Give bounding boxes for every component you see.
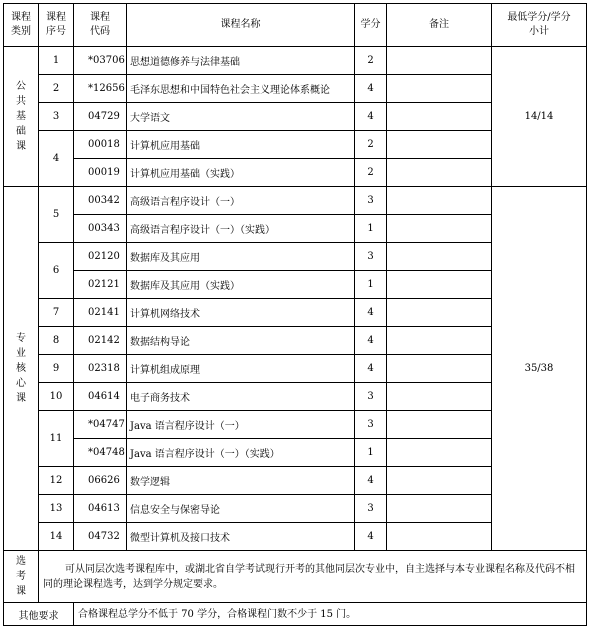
credit-cell: 1 [355, 271, 387, 299]
remark-cell [387, 103, 492, 131]
seq-cell: 5 [39, 187, 74, 243]
credit-cell: 1 [355, 439, 387, 467]
code-cell: 02120 [74, 243, 127, 271]
header-min-credit: 最低学分/学分小计 [492, 4, 587, 47]
remark-cell [387, 495, 492, 523]
header-remark: 备注 [387, 4, 492, 47]
seq-cell: 4 [39, 131, 74, 187]
header-credit: 学分 [355, 4, 387, 47]
code-cell: 04613 [74, 495, 127, 523]
elective-label: 选 考 课 [4, 551, 39, 603]
table-row [4, 187, 587, 215]
name-cell: 高级语言程序设计（一）（实践） [127, 215, 355, 243]
remark-cell [387, 187, 492, 215]
remark-cell [387, 355, 492, 383]
elective-row [4, 551, 587, 603]
course-rows [4, 47, 587, 551]
header-name: 课程名称 [127, 4, 355, 47]
seq-cell: 8 [39, 327, 74, 355]
remark-cell [387, 299, 492, 327]
name-cell: 大学语文 [127, 103, 355, 131]
code-cell: 00019 [74, 159, 127, 187]
name-cell: 计算机组成原理 [127, 355, 355, 383]
remark-cell [387, 215, 492, 243]
remark-cell [387, 383, 492, 411]
seq-cell: 10 [39, 383, 74, 411]
seq-cell: 11 [39, 411, 74, 467]
name-cell: 数据库及其应用 [127, 243, 355, 271]
credit-cell: 4 [355, 299, 387, 327]
code-cell: *03706 [74, 47, 127, 75]
credit-cell: 4 [355, 103, 387, 131]
code-cell: 02121 [74, 271, 127, 299]
course-plan-table [3, 3, 587, 626]
credit-cell: 3 [355, 411, 387, 439]
code-cell: 00342 [74, 187, 127, 215]
credit-cell: 4 [355, 355, 387, 383]
name-cell: Java 语言程序设计（一） [127, 411, 355, 439]
name-cell: 计算机网络技术 [127, 299, 355, 327]
credit-cell: 2 [355, 47, 387, 75]
code-cell: 02141 [74, 299, 127, 327]
table-row [4, 47, 587, 75]
remark-cell [387, 467, 492, 495]
header-row [4, 4, 587, 47]
course-plan-wrapper [3, 3, 587, 626]
code-cell: *12656 [74, 75, 127, 103]
name-cell: 信息安全与保密导论 [127, 495, 355, 523]
code-cell: 06626 [74, 467, 127, 495]
credit-cell: 4 [355, 523, 387, 551]
name-cell: 微型计算机及接口技术 [127, 523, 355, 551]
remark-cell [387, 243, 492, 271]
seq-cell: 2 [39, 75, 74, 103]
code-cell: 04614 [74, 383, 127, 411]
seq-cell: 7 [39, 299, 74, 327]
category-cell: 专 业 核 心 课 [4, 187, 39, 551]
subtotal-cell: 14/14 [492, 47, 587, 187]
other-row [4, 603, 587, 626]
credit-cell: 4 [355, 327, 387, 355]
remark-cell [387, 159, 492, 187]
remark-cell [387, 411, 492, 439]
remark-cell [387, 131, 492, 159]
header-category: 课程类别 [4, 4, 39, 47]
remark-cell [387, 439, 492, 467]
credit-cell: 3 [355, 243, 387, 271]
code-cell: *04747 [74, 411, 127, 439]
remark-cell [387, 271, 492, 299]
other-label: 其他要求 [4, 603, 74, 626]
category-cell: 公 共 基 础 课 [4, 47, 39, 187]
credit-cell: 2 [355, 159, 387, 187]
code-cell: 00018 [74, 131, 127, 159]
code-cell: *04748 [74, 439, 127, 467]
remark-cell [387, 75, 492, 103]
header-seq: 课程序号 [39, 4, 74, 47]
credit-cell: 3 [355, 495, 387, 523]
name-cell: 电子商务技术 [127, 383, 355, 411]
subtotal-cell: 35/38 [492, 187, 587, 551]
code-cell: 02318 [74, 355, 127, 383]
credit-cell: 3 [355, 187, 387, 215]
credit-cell: 4 [355, 75, 387, 103]
seq-cell: 1 [39, 47, 74, 75]
other-text: 合格课程总学分不低于 70 学分，合格课程门数不少于 15 门。 [74, 603, 587, 626]
name-cell: 高级语言程序设计（一） [127, 187, 355, 215]
elective-text: 可从同层次选考课程库中，或湖北省自学考试现行开考的其他同层次专业中，自主选择与本专业课程名称及代码不相同的理论课程选考，达到学分规定要求。 [39, 551, 587, 603]
name-cell: 数学逻辑 [127, 467, 355, 495]
seq-cell: 13 [39, 495, 74, 523]
code-cell: 00343 [74, 215, 127, 243]
seq-cell: 9 [39, 355, 74, 383]
seq-cell: 14 [39, 523, 74, 551]
name-cell: 数据库及其应用（实践） [127, 271, 355, 299]
name-cell: 计算机应用基础（实践） [127, 159, 355, 187]
remark-cell [387, 47, 492, 75]
seq-cell: 3 [39, 103, 74, 131]
remark-cell [387, 327, 492, 355]
seq-cell: 12 [39, 467, 74, 495]
name-cell: 计算机应用基础 [127, 131, 355, 159]
name-cell: 思想道德修养与法律基础 [127, 47, 355, 75]
code-cell: 04729 [74, 103, 127, 131]
credit-cell: 4 [355, 467, 387, 495]
name-cell: 数据结构导论 [127, 327, 355, 355]
remark-cell [387, 523, 492, 551]
code-cell: 02142 [74, 327, 127, 355]
name-cell: 毛泽东思想和中国特色社会主义理论体系概论 [127, 75, 355, 103]
header-code: 课程代码 [74, 4, 127, 47]
seq-cell: 6 [39, 243, 74, 299]
name-cell: Java 语言程序设计（一）（实践） [127, 439, 355, 467]
code-cell: 04732 [74, 523, 127, 551]
credit-cell: 1 [355, 215, 387, 243]
credit-cell: 3 [355, 383, 387, 411]
credit-cell: 2 [355, 131, 387, 159]
